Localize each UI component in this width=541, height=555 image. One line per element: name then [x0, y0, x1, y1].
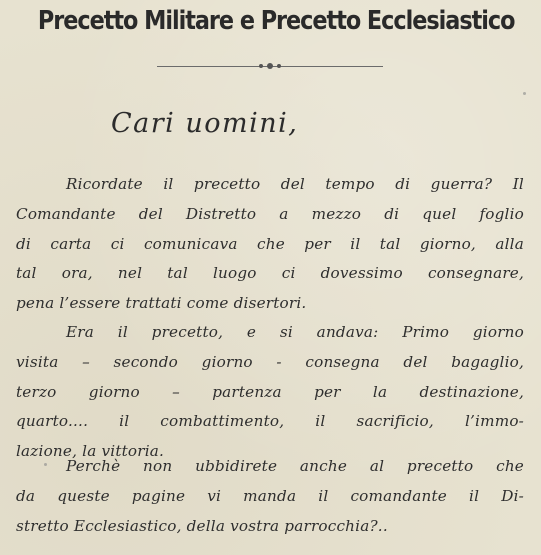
paragraph-line: visita – secondo giorno - consegna del bagaglio, [16, 352, 524, 371]
paragraph-line: lazione, la vittoria. [16, 442, 165, 461]
paragraph-3 [16, 452, 524, 541]
paragraph-line: Comandante del Distretto a mezzo di quel foglio [16, 204, 524, 223]
paragraph-line: da queste pagine vi manda il comandante il Di- [16, 486, 524, 505]
paragraph-line: stretto Ecclesiastico, della vostra parrocchia?.. [16, 516, 388, 535]
paragraph-2 [16, 318, 524, 467]
paper-speck [523, 92, 526, 95]
paragraph-line: quarto.... il combattimento, il sacrificio, l’immo- [16, 412, 524, 431]
paragraph-1 [16, 170, 524, 319]
paragraph-line: pena l’essere trattati come disertori. [16, 294, 307, 313]
page-title: Precetto Militare e Precetto Ecclesiastico [37, 6, 515, 36]
paragraph-line: di carta ci comunicava che per il tal giorno, alla [16, 234, 524, 253]
paragraph-line: tal ora, nel tal luogo ci dovessimo consegnare, [16, 264, 524, 283]
divider-ornament-icon [259, 63, 281, 69]
paragraph-line: Era il precetto, e si andava: Primo giorno [66, 323, 524, 341]
salutation: Cari uomini, [111, 108, 299, 139]
paragraph-line: Ricordate il precetto del tempo di guerra? Il [66, 175, 524, 193]
paragraph-line: Perchè non ubbidirete anche al precetto che [66, 457, 524, 475]
paper-speck [44, 463, 47, 466]
paragraph-line: terzo giorno – partenza per la destinazione, [16, 382, 524, 401]
